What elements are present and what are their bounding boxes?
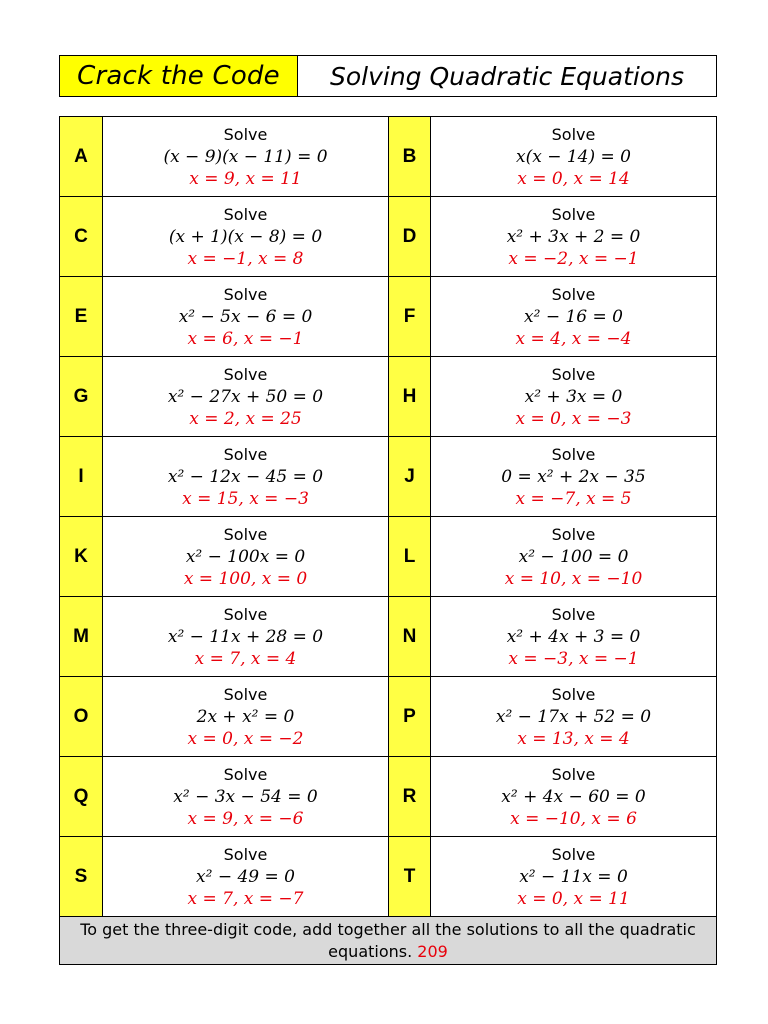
problem-letter: A	[60, 117, 103, 196]
problem-equation: x² − 3x − 54 = 0	[173, 786, 318, 807]
problem-prompt: Solve	[551, 764, 596, 784]
problem-prompt: Solve	[223, 124, 268, 144]
problem-answer: x = 13, x = 4	[517, 728, 630, 749]
problem-content	[103, 677, 388, 756]
problem-row	[60, 357, 716, 437]
problem-cell	[388, 677, 716, 756]
problem-prompt: Solve	[223, 204, 268, 224]
problem-answer: x = 2, x = 25	[189, 408, 302, 429]
problem-answer: x = 15, x = −3	[182, 488, 309, 509]
problem-prompt: Solve	[551, 444, 596, 464]
problem-content	[103, 197, 388, 276]
problem-equation: x(x − 14) = 0	[516, 146, 631, 167]
problem-equation: x² − 5x − 6 = 0	[178, 306, 313, 327]
answer-code: 209	[417, 941, 448, 961]
problem-answer: x = 0, x = 14	[517, 168, 630, 189]
problem-cell	[388, 197, 716, 276]
problem-cell	[60, 517, 388, 596]
problem-row	[60, 757, 716, 837]
problem-letter: R	[388, 757, 431, 836]
problem-content	[431, 357, 716, 436]
problem-content	[103, 277, 388, 356]
problem-cell	[388, 437, 716, 516]
problem-answer: x = 7, x = −7	[187, 888, 304, 909]
problem-cell	[60, 277, 388, 356]
problem-letter: N	[388, 597, 431, 676]
problem-answer: x = 0, x = −2	[187, 728, 304, 749]
worksheet-title: Solving Quadratic Equations	[329, 61, 684, 91]
problem-prompt: Solve	[551, 364, 596, 384]
problem-answer: x = 100, x = 0	[183, 568, 308, 589]
problem-answer: x = −10, x = 6	[510, 808, 637, 829]
problem-equation: x² − 16 = 0	[524, 306, 623, 327]
problem-cell	[388, 357, 716, 436]
problem-content	[103, 757, 388, 836]
problem-equation: x² − 49 = 0	[196, 866, 295, 887]
problem-content	[431, 117, 716, 196]
problem-content	[103, 517, 388, 596]
problem-prompt: Solve	[551, 124, 596, 144]
problem-answer: x = −2, x = −1	[508, 248, 639, 269]
problem-equation: x² + 4x − 60 = 0	[501, 786, 646, 807]
problem-equation: x² + 4x + 3 = 0	[506, 626, 641, 647]
problem-answer: x = 7, x = 4	[194, 648, 297, 669]
problem-content	[103, 357, 388, 436]
problem-cell	[60, 197, 388, 276]
problem-cell	[388, 517, 716, 596]
problem-cell	[60, 757, 388, 836]
problem-prompt: Solve	[223, 364, 268, 384]
problem-equation: x² − 100x = 0	[185, 546, 306, 567]
instructions-text	[80, 919, 696, 963]
problem-cell	[60, 837, 388, 916]
problem-cell	[388, 117, 716, 196]
problem-answer: x = 10, x = −10	[504, 568, 643, 589]
problem-cell	[60, 437, 388, 516]
problem-prompt: Solve	[551, 844, 596, 864]
problem-row	[60, 597, 716, 677]
problem-equation: (x + 1)(x − 8) = 0	[168, 226, 323, 247]
problem-equation: x² − 27x + 50 = 0	[167, 386, 324, 407]
problem-letter: M	[60, 597, 103, 676]
problem-letter: S	[60, 837, 103, 916]
problem-answer: x = 6, x = −1	[187, 328, 304, 349]
problem-prompt: Solve	[551, 524, 596, 544]
worksheet-header	[59, 55, 717, 97]
problem-prompt: Solve	[551, 604, 596, 624]
problem-equation: x² − 11x = 0	[519, 866, 628, 887]
problem-answer: x = −1, x = 8	[187, 248, 304, 269]
problem-letter: Q	[60, 757, 103, 836]
problem-letter: I	[60, 437, 103, 516]
problem-prompt: Solve	[223, 604, 268, 624]
problem-answer: x = 0, x = −3	[515, 408, 632, 429]
problem-equation: x² − 100 = 0	[518, 546, 629, 567]
problem-row	[60, 117, 716, 197]
problem-letter: E	[60, 277, 103, 356]
problem-letter: T	[388, 837, 431, 916]
problem-content	[103, 437, 388, 516]
problem-letter: C	[60, 197, 103, 276]
problem-prompt: Solve	[551, 284, 596, 304]
problem-row	[60, 837, 716, 917]
problem-content	[431, 677, 716, 756]
problem-equation: x² + 3x + 2 = 0	[506, 226, 641, 247]
problem-prompt: Solve	[223, 764, 268, 784]
problem-prompt: Solve	[223, 524, 268, 544]
problem-row	[60, 437, 716, 517]
instructions-sentence: To get the three-digit code, add together all the solutions to all the quadratic equations.	[80, 919, 696, 961]
problem-content	[431, 517, 716, 596]
problem-cell	[60, 117, 388, 196]
problem-row	[60, 277, 716, 357]
problem-prompt: Solve	[223, 844, 268, 864]
problem-letter: H	[388, 357, 431, 436]
problem-row	[60, 197, 716, 277]
instructions-footer	[60, 917, 716, 964]
problem-row	[60, 517, 716, 597]
problem-cell	[60, 677, 388, 756]
problem-letter: L	[388, 517, 431, 596]
problem-answer: x = 0, x = 11	[517, 888, 630, 909]
crack-the-code-badge: Crack the Code	[60, 56, 298, 96]
problem-answer: x = −7, x = 5	[515, 488, 632, 509]
problem-prompt: Solve	[551, 684, 596, 704]
problem-answer: x = 4, x = −4	[515, 328, 632, 349]
problem-content	[431, 197, 716, 276]
problem-equation: x² − 11x + 28 = 0	[167, 626, 324, 647]
problem-content	[431, 437, 716, 516]
problem-row	[60, 677, 716, 757]
problem-letter: F	[388, 277, 431, 356]
problem-cell	[388, 597, 716, 676]
problem-answer: x = −3, x = −1	[508, 648, 639, 669]
problem-content	[103, 597, 388, 676]
problem-prompt: Solve	[551, 204, 596, 224]
problem-equation: x² + 3x = 0	[524, 386, 623, 407]
problem-cell	[60, 357, 388, 436]
problem-equation: (x − 9)(x − 11) = 0	[163, 146, 328, 167]
problem-prompt: Solve	[223, 444, 268, 464]
problem-letter: D	[388, 197, 431, 276]
problem-content	[431, 277, 716, 356]
problem-letter: G	[60, 357, 103, 436]
problem-equation: 0 = x² + 2x − 35	[501, 466, 646, 487]
problem-cell	[388, 837, 716, 916]
problem-answer: x = 9, x = −6	[187, 808, 304, 829]
problem-grid	[59, 116, 717, 965]
problem-prompt: Solve	[223, 684, 268, 704]
problem-cell	[60, 597, 388, 676]
problem-content	[103, 837, 388, 916]
problem-equation: x² − 17x + 52 = 0	[495, 706, 652, 727]
problem-content	[103, 117, 388, 196]
problem-equation: 2x + x² = 0	[196, 706, 295, 727]
problem-letter: J	[388, 437, 431, 516]
problem-equation: x² − 12x − 45 = 0	[167, 466, 324, 487]
problem-content	[431, 837, 716, 916]
problem-prompt: Solve	[223, 284, 268, 304]
problem-cell	[388, 757, 716, 836]
problem-letter: B	[388, 117, 431, 196]
problem-letter: O	[60, 677, 103, 756]
problem-content	[431, 597, 716, 676]
problem-answer: x = 9, x = 11	[189, 168, 302, 189]
problem-cell	[388, 277, 716, 356]
problem-letter: K	[60, 517, 103, 596]
problem-content	[431, 757, 716, 836]
problem-letter: P	[388, 677, 431, 756]
